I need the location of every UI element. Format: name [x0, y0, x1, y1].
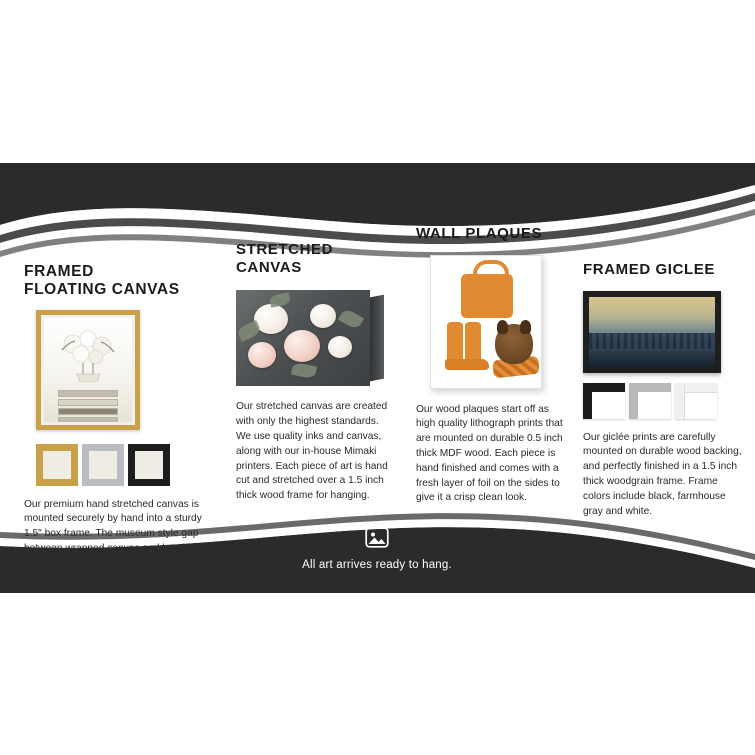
canvas-face	[236, 290, 370, 386]
farmhouse-gray-corner	[629, 383, 671, 419]
artwork-canvas	[44, 318, 132, 422]
wall-plaque-art	[430, 255, 542, 389]
section-wall-plaques	[416, 225, 568, 506]
bouquet-illustration	[57, 330, 119, 382]
framed-floating-canvas-title	[24, 263, 214, 300]
giclee-frame-corner-samples	[583, 383, 743, 419]
section-framed-floating-canvas	[24, 263, 214, 571]
framed-giclee-description: Our giclée prints are carefully mounted on durable wood backing, and perfectly finished in a 1.5 inch thick woodgrain frame. Frame colors include black, farmhouse gray and white.	[583, 431, 742, 517]
infographic-band	[0, 163, 755, 593]
picture-icon-svg	[365, 527, 389, 548]
ready-to-hang-banner	[268, 515, 486, 571]
gold-framed-artwork	[36, 310, 140, 430]
section-stretched-canvas	[236, 241, 396, 504]
stretched-canvas-art	[236, 290, 384, 386]
giclee-ridge-detail	[589, 333, 715, 349]
boot-right-foot	[463, 359, 489, 370]
framed-floating-canvas-description: Our premium hand stretched canvas is mounted securely by hand into a sturdy 1.5″ box frame. The museum style gap between wrapped canvas and box frame gives the illusion of floating artwork.	[24, 498, 208, 569]
ready-to-hang-text: All art arrives ready to hang.	[302, 559, 452, 571]
gold-frame-swatch	[36, 444, 78, 486]
framed-floating-canvas-title-line2: FLOATING CANVAS	[24, 281, 180, 299]
framed-giclee-art	[583, 291, 721, 373]
stretched-canvas-title-line2: CANVAS	[236, 258, 302, 276]
picture-icon	[365, 527, 389, 553]
white-corner	[675, 383, 717, 419]
frame-color-swatches	[36, 444, 214, 486]
stretched-canvas-description: Our stretched canvas are created with only the highest standards. We use quality inks and canvas, along with our in-house Mimaki printers. Each piece of art is hand cut and stretched over a 1.5 inch thick wood frame for hanging.	[236, 401, 388, 502]
stretched-canvas-title	[236, 241, 396, 276]
stretched-canvas-title-line1: STRETCHED	[236, 241, 334, 258]
framed-giclee-title: FRAMED GICLEE	[583, 261, 715, 278]
wall-plaques-description: Our wood plaques start off as high quality lithograph prints that are mounted on durable 0.5 inch thick MDF wood. Each piece is hand finished and comes with a fresh layer of foil on the sides to give it a crisp clean look.	[416, 403, 563, 504]
black-woodgrain-corner	[583, 383, 625, 419]
orange-bag-illustration	[461, 274, 513, 318]
canvas-side-edge	[370, 295, 384, 382]
framed-floating-canvas-art	[24, 310, 214, 486]
wall-plaques-title: WALL PLAQUES	[416, 225, 543, 242]
silver-frame-swatch	[82, 444, 124, 486]
section-framed-giclee	[583, 261, 743, 519]
black-frame-swatch	[128, 444, 170, 486]
framed-floating-canvas-title-line1: FRAMED	[24, 263, 94, 280]
book-stack-illustration	[58, 388, 118, 412]
dog-illustration	[495, 324, 533, 364]
